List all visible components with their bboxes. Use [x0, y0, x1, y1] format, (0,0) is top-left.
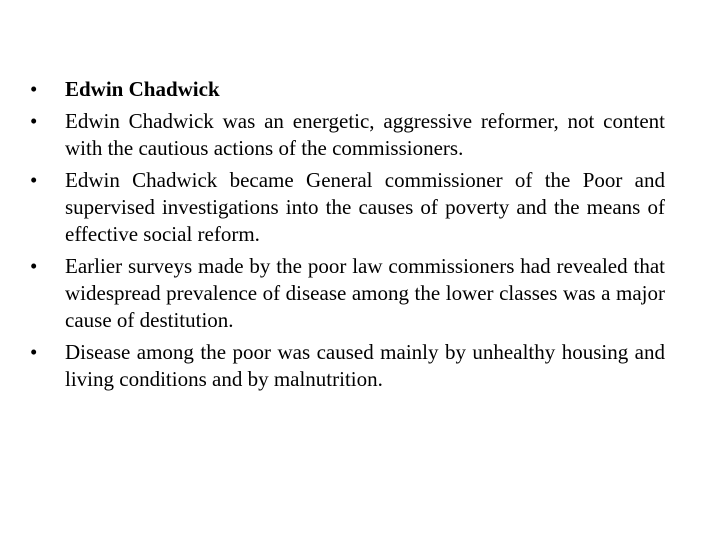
bullet-item — [30, 167, 665, 248]
bullet-dot-icon: • — [30, 168, 38, 192]
bullet-dot-icon: • — [30, 109, 38, 133]
bullet-text: Earlier surveys made by the poor law commissioners had revealed that widespread prevalence of disease among the lower classes was a major cause of destitution. — [65, 254, 665, 332]
bullet-text: Disease among the poor was caused mainly by unhealthy housing and living conditions and by malnutrition. — [65, 340, 665, 391]
bullet-dot-icon: • — [30, 254, 38, 278]
bullet-item-title — [30, 76, 665, 103]
bullet-item — [30, 253, 665, 334]
bullet-text: Edwin Chadwick — [65, 77, 220, 101]
bullet-list — [30, 76, 665, 398]
bullet-item — [30, 339, 665, 393]
bullet-text: Edwin Chadwick was an energetic, aggressive reformer, not content with the cautious actions of the commissioners. — [65, 109, 665, 160]
bullet-item — [30, 108, 665, 162]
bullet-dot-icon: • — [30, 77, 38, 101]
bullet-text: Edwin Chadwick became General commissioner of the Poor and supervised investigations into the causes of poverty and the means of effective social reform. — [65, 168, 665, 246]
bullet-dot-icon: • — [30, 340, 38, 364]
